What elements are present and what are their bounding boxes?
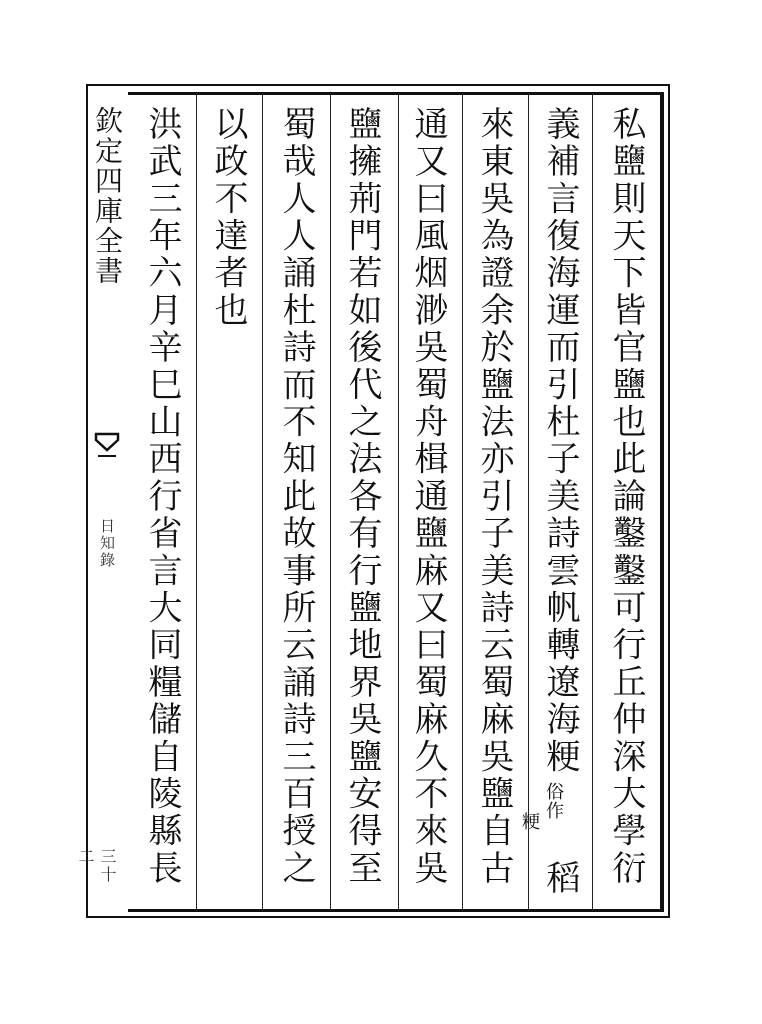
note-left: 粳 <box>519 812 540 831</box>
text-column-7: 以政不達者也 <box>208 106 248 330</box>
text-column-6: 蜀哉人人誦杜詩而不知此故事所云誦詩三百授之 <box>276 106 316 888</box>
text-column-8: 洪武三年六月辛巳山西行省言大同糧儲自陵縣長 <box>142 106 182 888</box>
text-column-1: 私鹽則天下皆官鹽也此論鑿鑿可行丘仲深大學衍 <box>606 106 646 888</box>
book-title: 欽定四庫全書 <box>91 106 124 286</box>
margin-strip <box>76 100 126 900</box>
volume-label: 日知錄 <box>98 518 116 569</box>
fish-tail-icon <box>94 430 120 460</box>
column-rule <box>262 94 263 910</box>
text-column-2-tail: 稻 <box>540 860 580 898</box>
column-rule <box>330 94 331 910</box>
column-rule <box>462 94 463 910</box>
note-right: 俗作 <box>543 782 564 820</box>
text-column-2: 義補言復海運而引杜子美詩雲帆轉遼海粳 <box>540 106 580 776</box>
column-rule <box>592 94 593 910</box>
column-rule <box>528 94 529 910</box>
page-number: 三十二 <box>76 848 117 884</box>
column-rule <box>398 94 399 910</box>
text-column-4: 通又曰風烟渺吳蜀舟楫通鹽麻又曰蜀麻久不來吳 <box>408 106 448 888</box>
text-column-3: 來東吳為證余於鹽法亦引子美詩云蜀麻吳鹽自古 <box>474 106 514 888</box>
column-rule <box>196 94 197 910</box>
text-column-5: 鹽擁荊門若如後代之法各有行鹽地界吳鹽安得至 <box>342 106 382 888</box>
